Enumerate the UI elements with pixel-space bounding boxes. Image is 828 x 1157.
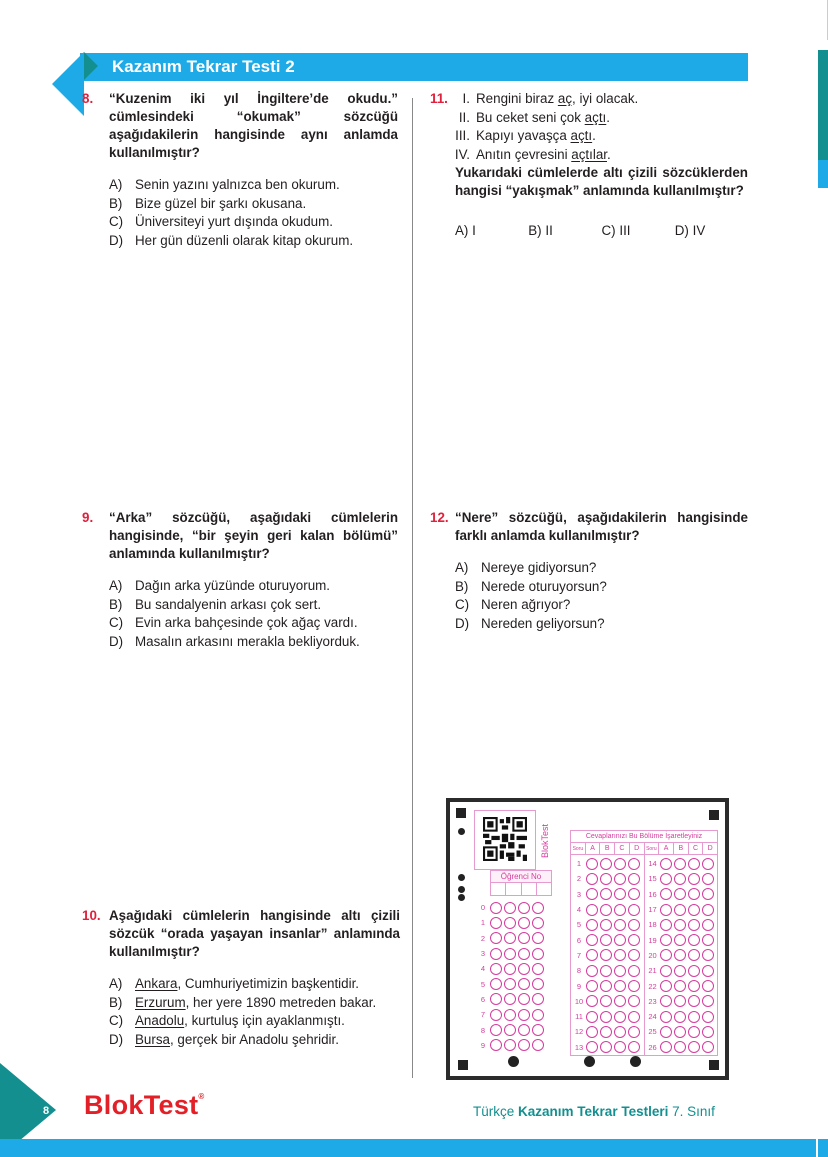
optical-answer-sheet [446, 798, 729, 1080]
sentence-1: I. Rengini biraz aç, iyi olacak. [462, 91, 639, 106]
question-number: 9. [82, 510, 94, 525]
answer-row[interactable]: 15 [646, 871, 718, 886]
digit-row[interactable]: 6 [476, 992, 546, 1007]
footer-bar-end [818, 1139, 828, 1157]
digit-row[interactable]: 3 [476, 946, 546, 961]
answer-grid [570, 830, 718, 1056]
question-stem: Yukarıdaki cümlelerde altı çizili sözcüklerden hangisi “yakışmak” anlamında kullanılmıştır? [455, 165, 748, 198]
question-number: 11. [430, 91, 448, 106]
option-d[interactable]: D) IV [674, 223, 706, 238]
answer-row[interactable]: 4 [572, 902, 644, 917]
brand-logo: BlokTest® [84, 1090, 205, 1120]
answer-row[interactable]: 8 [572, 963, 644, 978]
series-title: Türkçe Kazanım Tekrar Testleri 7. Sınıf [473, 1104, 715, 1119]
answer-row[interactable]: 12 [572, 1024, 644, 1039]
option-a[interactable]: A) Ankara, Cumhuriyetimizin başkentidir. [109, 976, 360, 991]
option-c[interactable]: C) Üniversiteyi yurt dışında okudum. [109, 214, 333, 229]
sheet-brand: BlokTest [540, 823, 550, 858]
option-b[interactable]: B) Bu sandalyenin arkası çok sert. [109, 596, 322, 612]
answer-column-1 [571, 855, 645, 1055]
digit-row[interactable]: 9 [476, 1038, 546, 1053]
answer-row[interactable]: 25 [646, 1024, 718, 1039]
corner-decoration [814, 0, 828, 40]
footer-bar [0, 1139, 816, 1157]
question-9 [82, 509, 398, 651]
sentence-2: II. Bu ceket seni çok açtı. [458, 109, 610, 125]
option-c[interactable]: C) Neren ağrıyor? [455, 597, 571, 612]
answer-row[interactable]: 24 [646, 1009, 718, 1024]
option-a[interactable]: A) Nereye gidiyorsun? [455, 560, 597, 575]
answer-row[interactable]: 26 [646, 1040, 718, 1055]
page-title: Kazanım Tekrar Testi 2 [112, 57, 295, 76]
answer-row[interactable]: 6 [572, 932, 644, 947]
timing-dot [458, 874, 465, 881]
answer-row[interactable]: 3 [572, 887, 644, 902]
answer-row[interactable]: 14 [646, 856, 718, 871]
answer-row[interactable]: 22 [646, 978, 718, 993]
answer-row[interactable]: 21 [646, 963, 718, 978]
answer-row[interactable]: 2 [572, 871, 644, 886]
timing-dot [458, 894, 465, 901]
student-number-box [490, 870, 552, 896]
option-c[interactable]: C) Evin arka bahçesinde çok ağaç vardı. [109, 615, 358, 630]
digit-row[interactable]: 2 [476, 931, 546, 946]
registration-mark [709, 1060, 719, 1070]
answer-row[interactable]: 1 [572, 856, 644, 871]
answer-instruction: Cevaplarınızı Bu Bölüme İşaretleyiniz [571, 831, 717, 843]
answer-column-2 [645, 855, 718, 1055]
answer-row[interactable]: 9 [572, 978, 644, 993]
digit-row[interactable]: 1 [476, 915, 546, 930]
option-a[interactable]: A) Dağın arka yüzünde oturuyorum. [109, 578, 331, 593]
answer-row[interactable]: 7 [572, 948, 644, 963]
option-b[interactable]: B) II [528, 223, 553, 238]
question-stem: Aşağıdaki cümlelerin hangisinde altı çizili sözcük “orada yaşayan insanlar” anlamında kullanılmıştır? [109, 908, 400, 959]
column-divider [412, 98, 413, 1078]
answer-row[interactable]: 11 [572, 1009, 644, 1024]
answer-letter-header: Soru A B C D Soru A B C D [571, 843, 717, 855]
option-a[interactable]: A) Senin yazını yalnızca ben okurum. [109, 177, 340, 192]
answer-row[interactable]: 13 [572, 1040, 644, 1055]
banner-chevron-icon [84, 52, 98, 80]
option-list [430, 222, 748, 240]
digit-row[interactable]: 0 [476, 900, 546, 915]
question-stem: “Kuzenim iki yıl İngiltere’de okudu.” cümlesindeki “okumak” sözcüğü aşağıdakilerin hangisinde aynı anlamda kullanılmıştır? [109, 91, 398, 160]
timing-dot [458, 828, 465, 835]
question-8 [82, 90, 398, 250]
option-list [109, 176, 398, 250]
question-11 [430, 90, 748, 240]
digit-row[interactable]: 5 [476, 976, 546, 991]
question-stem: “Arka” sözcüğü, aşağıdaki cümlelerin hangisinde, “bir şeyin geri kalan bölümü” anlamında kullanılmıştır? [109, 510, 398, 561]
option-c[interactable]: C) III [601, 223, 631, 238]
question-number: 8. [82, 91, 94, 106]
question-10 [82, 907, 400, 1049]
side-tab-accent [818, 160, 828, 188]
sentence-4: IV. Anıtın çevresini açtılar. [454, 146, 611, 162]
page-number: 8 [43, 1105, 50, 1117]
answer-row[interactable]: 5 [572, 917, 644, 932]
timing-dot [458, 886, 465, 893]
option-d[interactable]: D) Nereden geliyorsun? [455, 615, 605, 631]
answer-row[interactable]: 18 [646, 917, 718, 932]
answer-row[interactable]: 16 [646, 887, 718, 902]
registration-mark [709, 810, 719, 820]
option-list [109, 577, 398, 651]
question-12 [430, 509, 748, 633]
option-list [455, 559, 748, 633]
sentence-3: III. Kapıyı yavaşça açtı. [455, 128, 596, 143]
option-c[interactable]: C) Anadolu, kurtuluş için ayaklanmıştı. [109, 1013, 345, 1028]
timing-dot [584, 1056, 595, 1067]
option-b[interactable]: B) Erzurum, her yere 1890 metreden bakar. [109, 994, 377, 1010]
question-stem: “Nere” sözcüğü, aşağıdakilerin hangisinde farklı anlamda kullanılmıştır? [455, 510, 748, 543]
digit-row[interactable]: 4 [476, 961, 546, 976]
student-number-grid [476, 900, 546, 1053]
answer-row[interactable]: 23 [646, 994, 718, 1009]
qr-code-box [474, 810, 536, 870]
answer-row[interactable]: 20 [646, 948, 718, 963]
option-list [109, 975, 400, 1049]
answer-row[interactable]: 10 [572, 994, 644, 1009]
option-b[interactable]: B) Bize güzel bir şarkı okusana. [109, 195, 307, 211]
digit-row[interactable]: 7 [476, 1007, 546, 1022]
answer-row[interactable]: 17 [646, 902, 718, 917]
qr-code-icon [483, 817, 527, 861]
option-b[interactable]: B) Nerede oturuyorsun? [455, 578, 607, 594]
student-number-label: Öğrenci No [491, 871, 551, 883]
option-d[interactable]: D) Bursa, gerçek bir Anadolu şehridir. [109, 1031, 339, 1047]
answer-row[interactable]: 19 [646, 932, 718, 947]
timing-dot [630, 1056, 641, 1067]
option-a[interactable]: A) I [455, 223, 476, 238]
student-number-cells[interactable] [491, 883, 551, 895]
registration-mark [456, 808, 466, 818]
timing-dot [508, 1056, 519, 1067]
question-number: 12. [430, 510, 449, 525]
question-number: 10. [82, 908, 101, 923]
digit-row[interactable]: 8 [476, 1022, 546, 1037]
option-d[interactable]: D) Masalın arkasını merakla bekliyorduk. [109, 633, 360, 649]
option-d[interactable]: D) Her gün düzenli olarak kitap okurum. [109, 232, 354, 248]
registration-mark [458, 1060, 468, 1070]
